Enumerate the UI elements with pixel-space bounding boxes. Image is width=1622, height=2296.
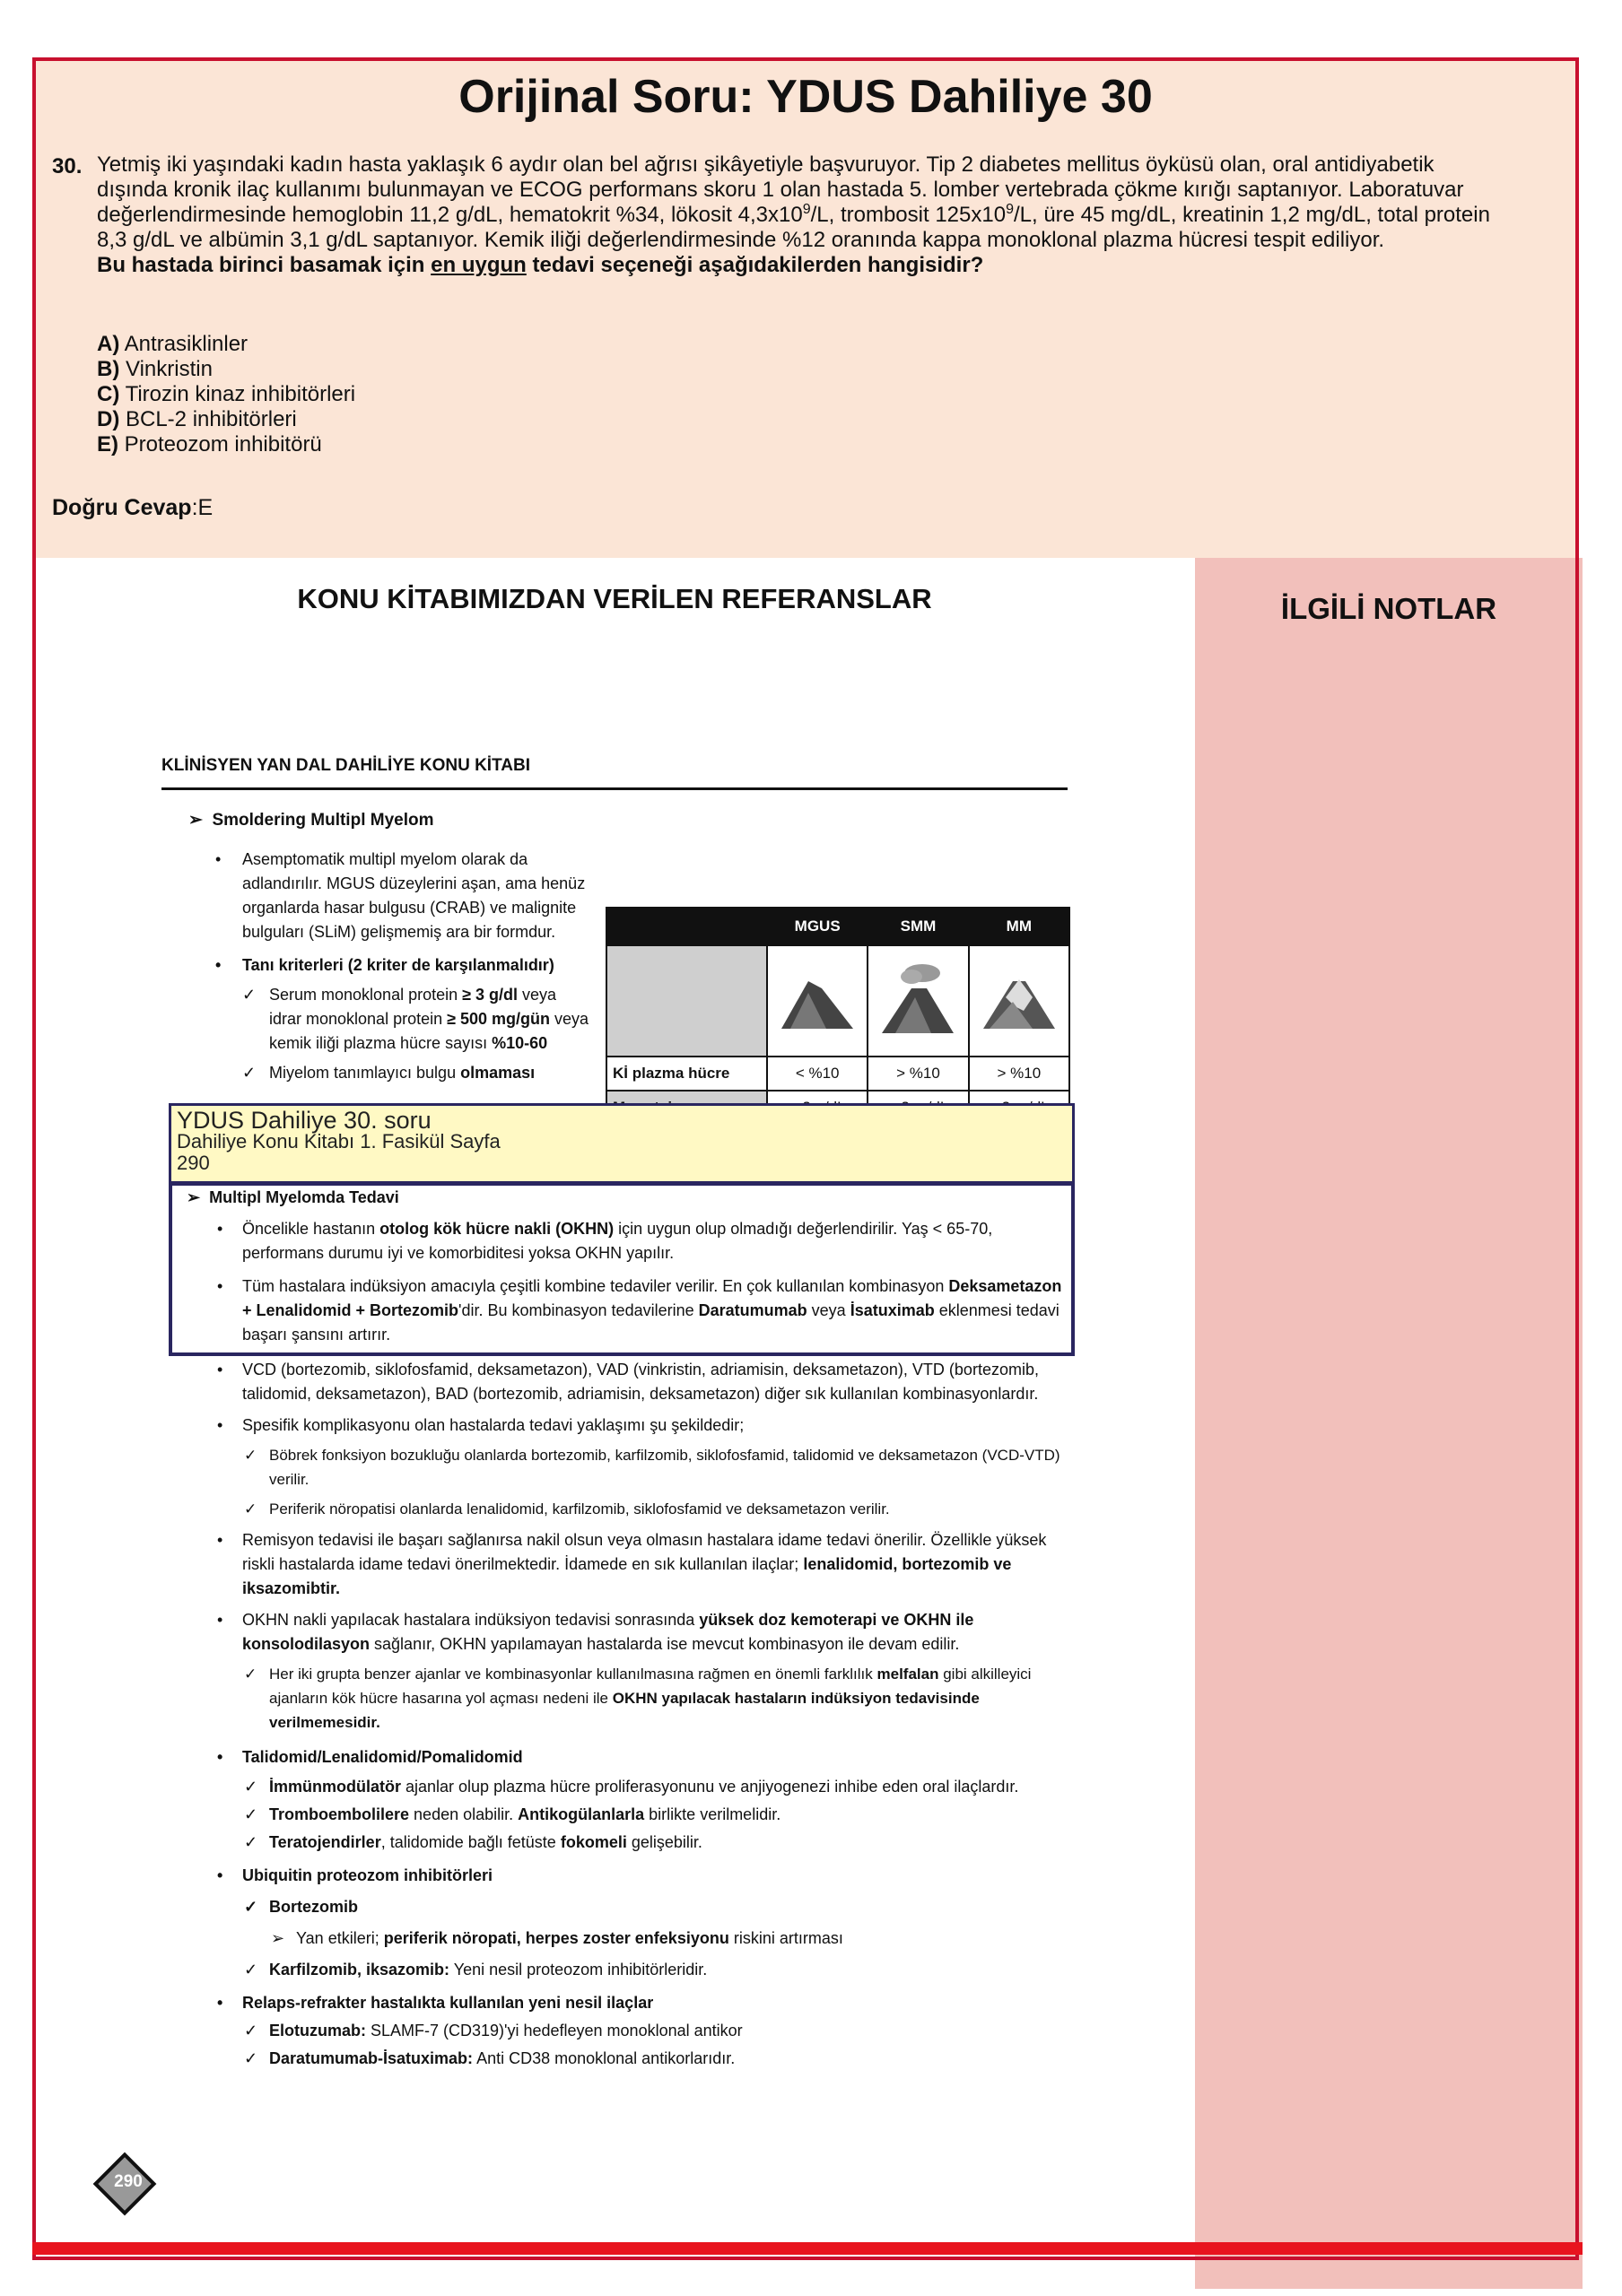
check-bold: Daratumumab-İsatuximab: bbox=[269, 2049, 474, 2067]
check-item bbox=[161, 1958, 1068, 1982]
question-text-part: /L, üre 45 mg/dL, kreatinin 1,2 mg/dL, total protein 8,3 g/dL ve albümin 3,1 g/dL saptanıyor. Kemik iliği değerlendirmesinde %12 oranında kappa monoklonal plazma hücresi tespit ediliyor. bbox=[97, 203, 1490, 252]
arrow-text: riskini artırması bbox=[728, 1929, 843, 1947]
check-text: Böbrek fonksiyon bozukluğu olanlarda bortezomib, karfilzomib, siklofosfamid, talidomid ve deksametazon (VCD-VTD) verilir. bbox=[269, 1447, 1060, 1488]
check-text: Her iki grupta benzer ajanlar ve kombinasyonlar kullanılmasına rağmen en önemli farklılık bbox=[269, 1665, 877, 1683]
arrow-icon: ➢ bbox=[271, 1929, 285, 1947]
option-letter: D) bbox=[97, 407, 120, 431]
answer-label: Doğru Cevap bbox=[52, 495, 192, 520]
bullet-icon: • bbox=[215, 850, 222, 868]
check-item bbox=[161, 2047, 1068, 2071]
check-text: , talidomide bağlı fetüste bbox=[380, 1833, 561, 1851]
arrow-icon: ➢ bbox=[187, 1188, 201, 1206]
check-text: Miyelom tanımlayıcı bulgu bbox=[269, 1064, 461, 1082]
question-ask bbox=[97, 253, 1496, 278]
bullet-text: Ubiquitin proteozom inhibitörleri bbox=[242, 1866, 493, 1884]
bullet-text: VCD (bortezomib, siklofosfamid, deksametazon), VAD (vinkristin, adriamisin, deksametazon), VTD (bortezomib, talidomid, deksametazon), BAD (bortezomib, adriamisin, deksametazon) diğer sık kullanılan kombinasyonlardır. bbox=[242, 1361, 1039, 1403]
table-header-mm: MM bbox=[969, 908, 1069, 945]
check-text: Periferik nöropatisi olanlarda lenalidomid, karfilzomib, siklofosfamid ve deksametazon verilir. bbox=[269, 1500, 890, 1518]
highlight-line: Dahiliye Konu Kitabı 1. Fasikül Sayfa bbox=[177, 1130, 501, 1152]
page-title: Orijinal Soru: YDUS Dahiliye 30 bbox=[458, 71, 1153, 123]
check-item bbox=[215, 1061, 592, 1085]
bullet-item bbox=[161, 1608, 1068, 1657]
bullet-text: Asemptomatik multipl myelom olarak da adlandırılır. MGUS düzeylerini aşan, ama henüz organlarda hasar bulgusu (CRAB) ve malignite bulguları (SLiM) gelişmemiş ara bir formdur. bbox=[242, 850, 586, 941]
bullet-text: Talidomid/Lenalidomid/Pomalidomid bbox=[242, 1748, 523, 1766]
mm-title bbox=[161, 1186, 1068, 1210]
option-letter: A) bbox=[97, 332, 120, 356]
bullet-icon: • bbox=[217, 1416, 223, 1434]
bullet-item bbox=[161, 1864, 1068, 1888]
check-text: veya kemik iliği plazma hücre sayısı bbox=[269, 1010, 589, 1052]
bullet-item bbox=[215, 848, 592, 944]
volcano-smoke-icon bbox=[868, 945, 968, 1057]
book-treatment bbox=[161, 1186, 1068, 2071]
arrow-icon: ➢ bbox=[188, 811, 203, 830]
table-cell: > %10 bbox=[868, 1057, 968, 1091]
check-icon: ✓ bbox=[244, 1447, 257, 1464]
option-text: Tirozin kinaz inhibitörleri bbox=[119, 382, 356, 406]
bullet-icon: • bbox=[217, 1531, 223, 1549]
option-text: Antrasiklinler bbox=[119, 332, 249, 356]
check-icon: ✓ bbox=[242, 1064, 257, 1082]
check-item bbox=[161, 1831, 1068, 1855]
option-text: BCL-2 inhibitörleri bbox=[119, 407, 297, 431]
answer-value: :E bbox=[191, 495, 214, 520]
notes-title: İLGİLİ NOTLAR bbox=[1280, 592, 1497, 625]
bullet-item bbox=[161, 1217, 1068, 1265]
arrow-bold: periferik nöropati, herpes zoster enfeksiyonu bbox=[383, 1929, 729, 1947]
option-d[interactable] bbox=[97, 407, 355, 432]
bullet-text: 'dir. Bu kombinasyon tedavilerine bbox=[458, 1301, 699, 1319]
correct-answer bbox=[52, 495, 213, 521]
check-text: ajanlar olup plazma hücre proliferasyonunu ve anjiyogenezi inhibe eden oral ilaçlardır. bbox=[401, 1778, 1019, 1796]
bullet-icon: • bbox=[217, 1277, 223, 1295]
check-icon: ✓ bbox=[244, 1961, 258, 1979]
bullet-text: sağlanır, OKHN yapılamayan hastalarda ise mevcut kombinasyon ile devam edilir. bbox=[370, 1635, 960, 1653]
check-bold: Karfilzomib, iksazomib: bbox=[269, 1961, 450, 1979]
bullet-bold: Deksametazon + Lenalidomid + Bortezomib bbox=[242, 1277, 1062, 1319]
option-letter: C) bbox=[97, 382, 120, 406]
highlight-line: YDUS Dahiliye 30. soru bbox=[177, 1107, 432, 1134]
bullet-item bbox=[161, 1745, 1068, 1770]
check-icon: ✓ bbox=[244, 1805, 258, 1823]
option-letter: E) bbox=[97, 432, 118, 457]
table-cell: > %10 bbox=[969, 1057, 1069, 1091]
check-icon: ✓ bbox=[242, 986, 257, 1004]
bullet-item bbox=[215, 953, 592, 978]
check-bold: fokomeli bbox=[560, 1833, 627, 1851]
volcano-dormant-icon bbox=[767, 945, 868, 1057]
answer-options bbox=[97, 332, 355, 457]
bullet-text: veya bbox=[807, 1301, 850, 1319]
table-header-mgus: MGUS bbox=[767, 908, 868, 945]
bullet-icon: • bbox=[217, 1361, 223, 1378]
check-text: birlikte verilmelidir. bbox=[644, 1805, 781, 1823]
smoldering-text bbox=[215, 848, 592, 1085]
check-text: SLAMF-7 (CD319)'yi hedefleyen monoklonal antikor bbox=[366, 2022, 743, 2039]
arrow-item bbox=[161, 1926, 1068, 1951]
bullet-item bbox=[161, 1413, 1068, 1438]
question-text-part: /L, trombosit 125x10 bbox=[810, 203, 1007, 227]
check-icon: ✓ bbox=[244, 1898, 258, 1916]
check-text: gibi alkilleyici ajanların kök hücre hasarına yol açması nedeni ile bbox=[269, 1665, 1032, 1707]
bullet-icon: • bbox=[217, 1220, 223, 1238]
table-header-smm: SMM bbox=[868, 908, 968, 945]
bullet-text: Spesifik komplikasyonu olan hastalarda tedavi yaklaşımı şu şekildedir; bbox=[242, 1416, 745, 1434]
question-number: 30. bbox=[52, 154, 83, 178]
option-letter: B) bbox=[97, 357, 120, 381]
check-bold: Tromboembolilere bbox=[269, 1805, 410, 1823]
bullet-text: Tanı kriterleri (2 kriter de karşılanmalıdır) bbox=[242, 956, 554, 974]
smoldering-section bbox=[161, 790, 1068, 1082]
volcano-erupting-icon bbox=[969, 945, 1069, 1057]
superscript: 9 bbox=[802, 202, 811, 217]
bullet-text: eklenmesi tedavi başarı şansını artırır. bbox=[242, 1301, 1060, 1344]
mm-title-text: Multipl Myelomda Tedavi bbox=[209, 1188, 399, 1206]
bullet-icon: • bbox=[217, 1611, 223, 1629]
option-c[interactable] bbox=[97, 382, 355, 407]
table-cell: < %10 bbox=[767, 1057, 868, 1091]
bottom-bar bbox=[32, 2242, 1583, 2255]
mgus-comparison-table bbox=[606, 907, 1070, 1126]
superscript: 9 bbox=[1006, 202, 1014, 217]
bullet-bold: lenalidomid, bortezomib ve iksazomibtir. bbox=[242, 1555, 1012, 1597]
page-number: 290 bbox=[114, 2172, 143, 2191]
check-item bbox=[161, 1803, 1068, 1827]
option-e[interactable] bbox=[97, 432, 355, 457]
bullet-item bbox=[161, 1358, 1068, 1406]
bullet-bold: yüksek doz kemoterapi ve OKHN ile konsolodilasyon bbox=[242, 1611, 974, 1653]
bullet-icon: • bbox=[217, 1994, 223, 2012]
check-item bbox=[161, 1775, 1068, 1799]
check-item bbox=[161, 1662, 1068, 1735]
bullet-item bbox=[161, 1274, 1068, 1347]
check-item bbox=[161, 1443, 1068, 1492]
bullet-icon: • bbox=[217, 1748, 223, 1766]
book-excerpt bbox=[161, 753, 1068, 1082]
check-text: neden olabilir. bbox=[409, 1805, 519, 1823]
bullet-text: için uygun olup olmadığı değerlendirilir. Yaş < 65-70, performans durumu iyi ve komorbiditesi yoksa OKHN yapılır. bbox=[242, 1220, 993, 1262]
check-bold: Elotuzumab: bbox=[269, 2022, 366, 2039]
bullet-bold: Daratumumab bbox=[698, 1301, 807, 1319]
question-text-part: Yetmiş iki yaşındaki kadın hasta yaklaşık 6 aydır olan bel ağrısı şikâyetiyle başvuruyor. Tip 2 diabetes mellitus öyküsü olan, oral antidiyabetik dışında kronik ilaç kullanımı bulunmayan ve ECOG performans skoru 1 olan hastada 5. lomber vertebrada çökme kırığı saptanıyor. Laboratuvar değerlendirmesinde hemoglobin 11,2 g/dL, hematokrit %34, lökosit 4,3x10 bbox=[97, 152, 1464, 227]
arrow-text: Yan etkileri; bbox=[296, 1929, 384, 1947]
check-item bbox=[161, 1895, 1068, 1919]
check-text: gelişebilir. bbox=[626, 1833, 702, 1851]
check-bold: ≥ 500 mg/gün bbox=[447, 1010, 551, 1028]
bullet-bold: İsatuximab bbox=[850, 1301, 935, 1319]
bullet-text: Relaps-refrakter hastalıkta kullanılan yeni nesil ilaçlar bbox=[242, 1994, 654, 2012]
check-bold: OKHN yapılacak hastaların indüksiyon tedavisinde verilmemesidir. bbox=[269, 1690, 980, 1731]
smoldering-title-text: Smoldering Multipl Myelom bbox=[212, 811, 434, 830]
check-text: veya idrar monoklonal protein bbox=[269, 986, 557, 1028]
check-icon: ✓ bbox=[244, 1665, 257, 1683]
check-icon: ✓ bbox=[244, 1500, 257, 1518]
check-text: Serum monoklonal protein bbox=[269, 986, 463, 1004]
check-icon: ✓ bbox=[244, 1778, 258, 1796]
bullet-text: Tüm hastalara indüksiyon amacıyla çeşitli kombine tedaviler verilir. En çok kullanılan kombinasyon bbox=[242, 1277, 949, 1295]
table-corner bbox=[606, 908, 767, 945]
check-bold: ≥ 3 g/dl bbox=[462, 986, 519, 1004]
check-bold: melfalan bbox=[876, 1665, 939, 1683]
option-b[interactable] bbox=[97, 357, 355, 382]
check-bold: %10-60 bbox=[492, 1034, 548, 1052]
check-text: Anti CD38 monoklonal antikorlarıdır. bbox=[473, 2049, 736, 2067]
check-item bbox=[161, 2019, 1068, 2043]
check-text: Yeni nesil proteozom inhibitörleridir. bbox=[449, 1961, 708, 1979]
check-item bbox=[161, 1497, 1068, 1521]
bullet-item bbox=[161, 1991, 1068, 2015]
bullet-text: Öncelikle hastanın bbox=[242, 1220, 380, 1238]
check-bold: olmaması bbox=[460, 1064, 536, 1082]
bullet-text: Remisyon tedavisi ile başarı sağlanırsa nakil olsun veya olmasın hastalara idame tedavi önerilir. Özellikle yüksek riskli hastalarda idame tedavi önerilmektedir. İdamede en sık kullanılan ilaçlar; bbox=[242, 1531, 1047, 1573]
check-bold: Teratojendirler bbox=[269, 1833, 381, 1851]
bullet-bold: otolog kök hücre nakli (OKHN) bbox=[379, 1220, 615, 1238]
references-title: KONU KİTABIMIZDAN VERİLEN REFERANSLAR bbox=[297, 583, 932, 614]
table-row-label: Kİ plazma hücre bbox=[606, 1057, 767, 1091]
smoldering-title bbox=[188, 808, 434, 833]
check-bold: İmmünmodülatör bbox=[269, 1778, 401, 1796]
highlight-line: 290 bbox=[177, 1152, 210, 1174]
ask-text: Bu hastada birinci basamak için bbox=[97, 253, 432, 277]
question-text bbox=[97, 152, 1496, 278]
table-gray-cell bbox=[606, 945, 767, 1057]
option-text: Vinkristin bbox=[119, 357, 213, 381]
bullet-icon: • bbox=[215, 956, 222, 974]
check-icon: ✓ bbox=[244, 2022, 258, 2039]
reference-highlight bbox=[169, 1103, 1075, 1184]
check-icon: ✓ bbox=[244, 1833, 258, 1851]
bullet-item bbox=[161, 1528, 1068, 1601]
ask-underlined: en uygun bbox=[431, 253, 527, 277]
check-text: Bortezomib bbox=[269, 1898, 358, 1916]
bullet-icon: • bbox=[217, 1866, 223, 1884]
book-header: KLİNİSYEN YAN DAL DAHİLİYE KONU KİTABI bbox=[161, 753, 1068, 790]
check-icon: ✓ bbox=[244, 2049, 258, 2067]
check-item bbox=[215, 983, 592, 1056]
bullet-text: OKHN nakli yapılacak hastalara indüksiyon tedavisi sonrasında bbox=[242, 1611, 700, 1629]
check-bold: Antikogülanlarla bbox=[518, 1805, 645, 1823]
ask-text: tedavi seçeneği aşağıdakilerden hangisidir? bbox=[526, 253, 984, 277]
option-text: Proteozom inhibitörü bbox=[118, 432, 322, 457]
option-a[interactable] bbox=[97, 332, 355, 357]
